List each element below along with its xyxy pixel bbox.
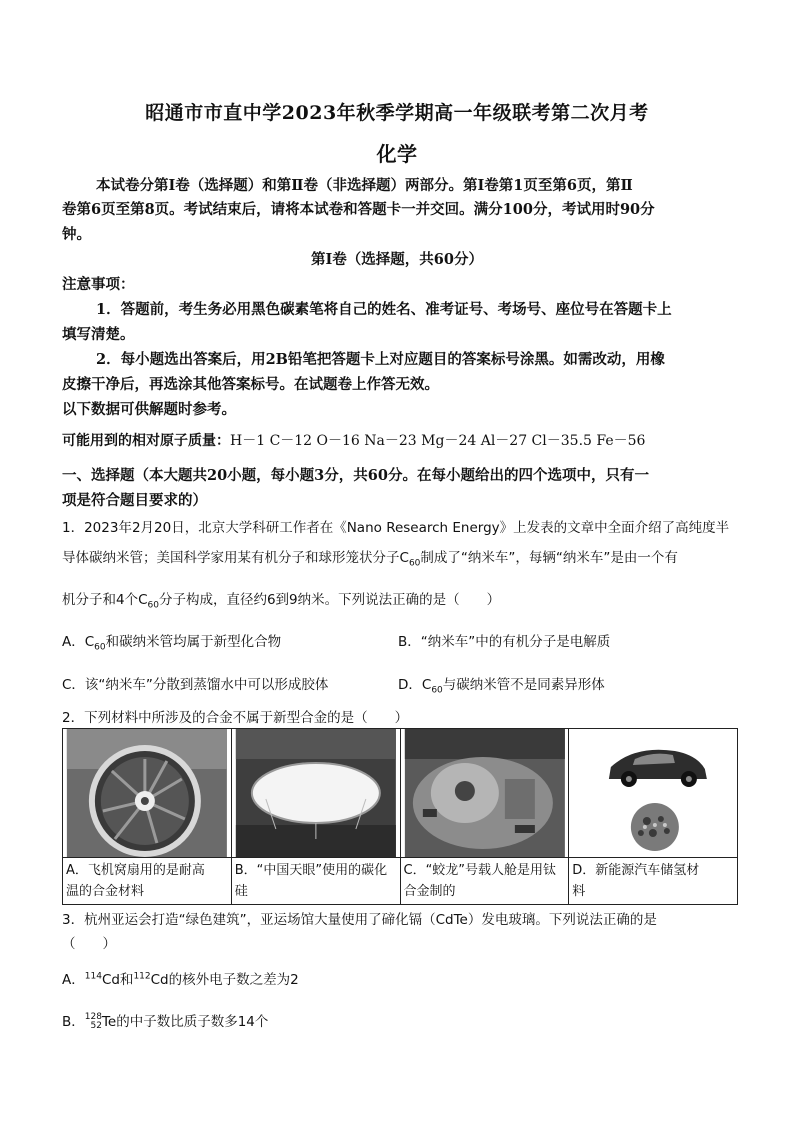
q2-option-d[interactable] <box>569 858 738 905</box>
note-2a: 2．每小题选出答案后，用2B铅笔把答题卡上对应题目的答案标号涂黑。如需改动，用橡 <box>96 351 665 368</box>
q1-line-1: 1．2023年2月20日，北京大学科研工作者在《Nano Research Energy》上发表的文章中全面介绍了高纯度半 <box>62 520 730 536</box>
q1-option-b[interactable]: B．“纳米车”中的有机分子是电解质 <box>398 634 611 650</box>
atomic-masses-label: 可能用到的相对原子质量： <box>62 433 230 449</box>
option-line: A．飞机窝扇用的是耐高 <box>66 863 205 878</box>
q1-text: 制成了“纳米车”，每辆“纳米车”是由一个有 <box>420 550 678 566</box>
submersible-image <box>401 729 569 857</box>
q1-text: 分子构成，直径约6到9纳米。下列说法正确的是（ ） <box>158 592 501 608</box>
q2-option-a[interactable] <box>63 858 232 905</box>
q2-image-cell-b <box>231 729 400 858</box>
note-1a: 1．答题前，考生务必用黑色碳素笔将自己的姓名、准考证号、考场号、座位号在答题卡上 <box>96 301 672 318</box>
option-line: D．新能源汽车储氢材 <box>572 863 700 878</box>
part1-line-2: 项是符合题目要求的） <box>62 492 207 509</box>
q3-line-1: 3．杭州亚运会打造“绿色建筑”，亚运场馆大量使用了碲化镉（CdTe）发电玻璃。下列说法正确的是 <box>62 912 657 928</box>
option-subscript: 60 <box>431 685 443 696</box>
intro-line-1: 本试卷分第Ⅰ卷（选择题）和第Ⅱ卷（非选择题）两部分。第Ⅰ卷第1页至第6页，第Ⅱ <box>96 177 633 194</box>
subject-title: 化学 <box>376 142 418 166</box>
option-line: 料 <box>572 884 586 899</box>
option-line: C．“蛟龙”号载人舱是用钛 <box>403 863 557 878</box>
intro-line-3: 钟。 <box>62 226 91 243</box>
option-subscript: 60 <box>94 642 106 653</box>
q1-line-3 <box>62 588 500 611</box>
atomic-masses-values: H－1 C－12 O－16 Na－23 Mg－24 Al－27 Cl－35.5 Fe－56 <box>230 433 646 449</box>
q2-option-b[interactable] <box>231 858 400 905</box>
q3-option-a[interactable] <box>62 968 299 988</box>
option-line: B．“中国天眼”使用的碳化 <box>234 863 388 878</box>
q1-option-d[interactable] <box>398 673 605 696</box>
mass-number: 112 <box>133 971 151 982</box>
option-text: A．C <box>62 634 95 650</box>
option-text: Cd和 <box>101 972 134 988</box>
option-text: A． <box>62 972 85 988</box>
q2-stem: 2．下列材料中所涉及的合金不属于新型合金的是（ ） <box>62 710 409 726</box>
q2-image-cell-c <box>400 729 569 858</box>
option-text: B． <box>62 1014 85 1030</box>
option-text: D．C <box>398 677 432 693</box>
q1-subscript: 60 <box>408 558 421 569</box>
option-line: 温的合金材料 <box>66 884 145 899</box>
q3-option-b[interactable] <box>62 1010 268 1031</box>
q3-line-2: （ ） <box>62 936 116 952</box>
note-1b: 填写清楚。 <box>62 326 135 343</box>
intro-line-2: 卷第6页至第8页。考试结束后，请将本试卷和答题卡一并交回。满分100分，考试用时90分 <box>62 201 655 218</box>
section-title: 第Ⅰ卷（选择题，共60分） <box>311 251 483 268</box>
isotope-notation <box>85 1013 102 1031</box>
jet-engine-image <box>63 729 231 857</box>
option-text: 和碳纳米管均属于新型化合物 <box>105 634 282 650</box>
atomic-number: 52 <box>90 1021 102 1031</box>
q1-option-a[interactable] <box>62 630 281 653</box>
option-text: Cd的核外电子数之差为2 <box>150 972 299 988</box>
q1-option-c[interactable]: C．该“纳米车”分散到蒸馏水中可以形成胶体 <box>62 677 329 693</box>
q2-image-cell-d <box>569 729 738 858</box>
part1-line-1: 一、选择题（本大题共20小题，每小题3分，共60分。在每小题给出的四个选项中，只有一 <box>62 467 649 484</box>
note-3: 以下数据可供解题时参考。 <box>62 401 236 418</box>
q1-subscript: 60 <box>147 600 159 611</box>
atomic-masses <box>62 430 645 450</box>
mass-number: 128 <box>84 1012 102 1022</box>
note-2b: 皮擦干净后，再选涂其他答案标号。在试题卷上作答无效。 <box>62 376 439 393</box>
q1-text: 机分子和4个C <box>62 592 148 608</box>
option-text: 与碳纳米管不是同素异形体 <box>442 677 605 693</box>
option-line: 硅 <box>234 884 248 899</box>
mass-number: 114 <box>84 971 102 982</box>
q1-line-2 <box>62 546 678 569</box>
q2-options-table <box>62 728 738 905</box>
car-hydrogen-image <box>569 729 737 857</box>
option-line: 合金制的 <box>403 884 456 899</box>
notes-heading: 注意事项： <box>62 276 135 293</box>
page-title: 昭通市市直中学2023年秋季学期高一年级联考第二次月考 <box>145 102 649 124</box>
option-text: Te的中子数比质子数多14个 <box>101 1014 269 1030</box>
q1-text: 导体碳纳米管；美国科学家用某有机分子和球形笼状分子C <box>62 550 409 566</box>
q2-image-cell-a <box>63 729 232 858</box>
q2-option-c[interactable] <box>400 858 569 905</box>
fast-telescope-image <box>232 729 400 857</box>
